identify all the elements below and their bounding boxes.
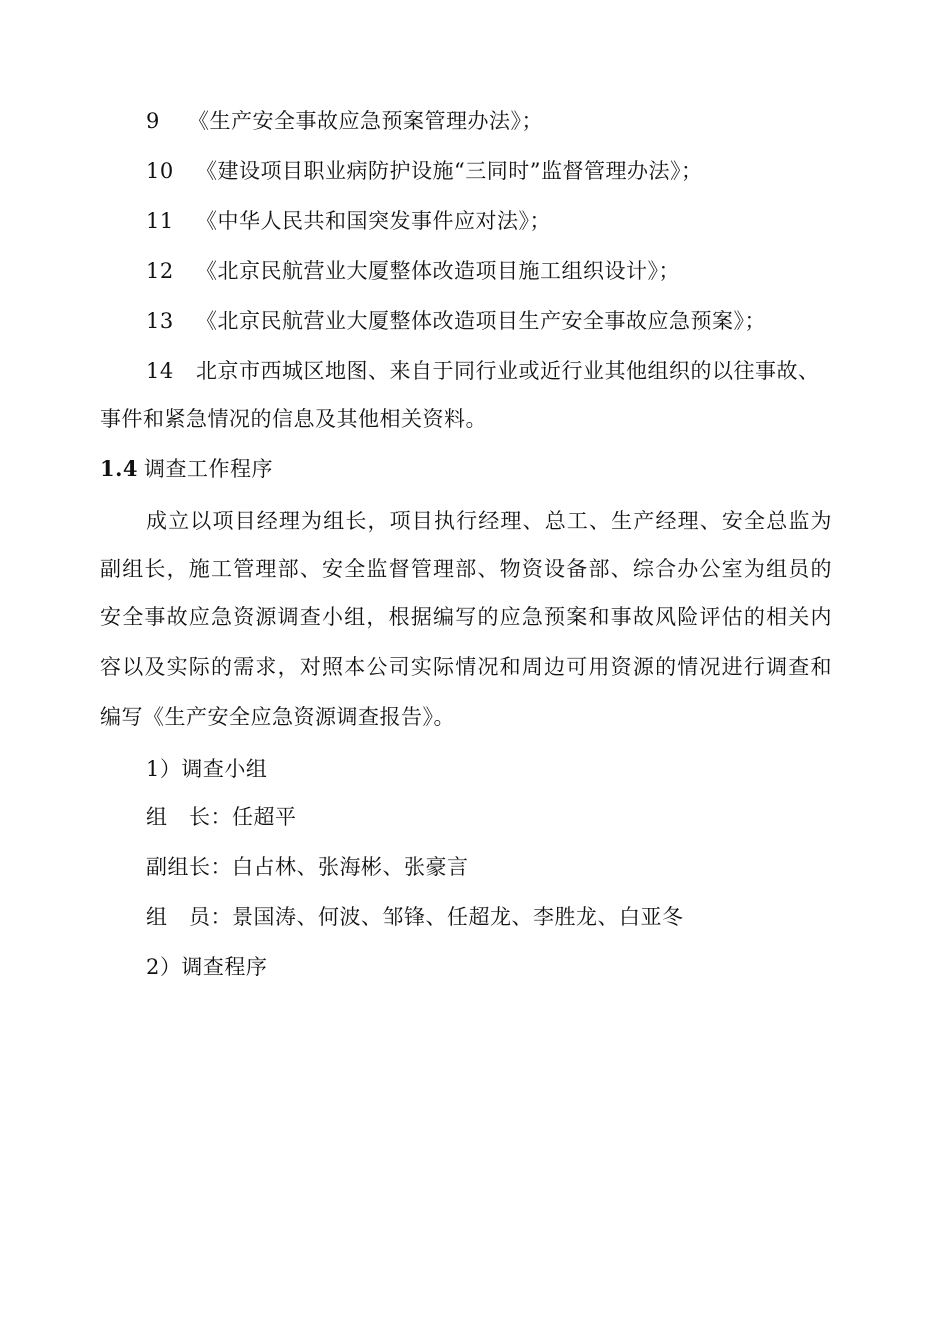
- reference-item: [146, 156, 886, 186]
- section-heading: [100, 454, 840, 484]
- deputy-label: 副组长：: [146, 855, 232, 879]
- reference-item: [146, 206, 886, 236]
- section-number: 1.4: [100, 456, 139, 481]
- leader-name: 任超平: [232, 805, 297, 829]
- paragraph-line: 安全事故应急资源调查小组，根据编写的应急预案和事故风险评估的相关内: [100, 605, 832, 629]
- reference-item: [146, 106, 886, 136]
- deputy-names: 白占林、张海彬、张豪言: [232, 855, 469, 879]
- reference-text: 《建设项目职业病防护设施“三同时”监督管理办法》；: [196, 159, 703, 183]
- reference-number: 9: [146, 109, 160, 133]
- reference-text: 《北京民航营业大厦整体改造项目生产安全事故应急预案》；: [196, 309, 766, 333]
- leader-row: [146, 802, 886, 832]
- reference-number: 14: [146, 359, 174, 383]
- members-names: 景国涛、何波、邹锋、任超龙、李胜龙、白亚冬: [232, 905, 684, 929]
- paragraph-line: 成立以项目经理为组长，项目执行经理、总工、生产经理、安全总监为: [146, 509, 832, 533]
- reference-text: 《生产安全事故应急预案管理办法》；: [188, 109, 543, 133]
- reference-number: 11: [146, 209, 174, 233]
- reference-number: 12: [146, 259, 174, 283]
- procedure-heading: 2）调查程序: [146, 955, 268, 979]
- reference-number: 10: [146, 159, 174, 183]
- reference-item: [146, 256, 886, 286]
- members-label: 组 员：: [146, 905, 232, 929]
- deputy-row: [146, 852, 886, 882]
- members-row: [146, 902, 886, 932]
- reference-item: [146, 356, 886, 386]
- reference-number: 13: [146, 309, 174, 333]
- paragraph-line: 副组长，施工管理部、安全监督管理部、物资设备部、综合办公室为组员的: [100, 557, 832, 581]
- group-heading: 1）调查小组: [146, 757, 268, 781]
- reference-text: 北京市西城区地图、来自于同行业或近行业其他组织的以往事故、: [196, 359, 820, 383]
- paragraph-line: 编写《生产安全应急资源调查报告》。: [100, 705, 455, 729]
- reference-item-continuation: 事件和紧急情况的信息及其他相关资料。: [100, 407, 487, 431]
- reference-text: 《北京民航营业大厦整体改造项目施工组织设计》；: [196, 259, 680, 283]
- paragraph-line: 容以及实际的需求，对照本公司实际情况和周边可用资源的情况进行调查和: [100, 655, 832, 679]
- reference-text: 《中华人民共和国突发事件应对法》；: [196, 209, 551, 233]
- reference-item: [146, 306, 886, 336]
- section-title: 调查工作程序: [144, 457, 273, 481]
- leader-label: 组 长：: [146, 805, 232, 829]
